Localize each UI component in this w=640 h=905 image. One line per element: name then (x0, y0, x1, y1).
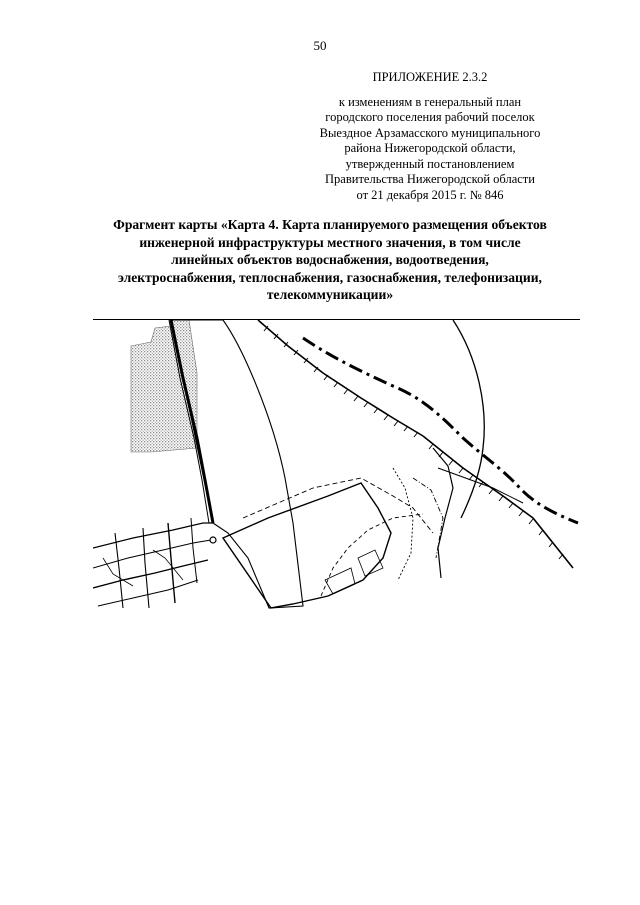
appendix-line: Выездное Арзамасского муниципального (319, 125, 541, 140)
railway-lower (423, 436, 573, 568)
map-title-line: линейных объектов водоснабжения, водоотведения, (171, 252, 489, 267)
hatched-zone (131, 320, 197, 452)
right-road (433, 448, 453, 578)
utility-dashdot (413, 478, 443, 558)
central-parcel (223, 483, 391, 608)
utility-dotted (393, 468, 413, 580)
map-fragment (93, 318, 580, 612)
map-svg (93, 318, 580, 612)
railway-ticks (264, 326, 418, 437)
map-title-line: инженерной инфраструктуры местного значения, в том числе (139, 234, 521, 250)
map-title (80, 216, 580, 304)
utility-dashed-2 (321, 514, 423, 596)
appendix-line: от 21 декабря 2015 г. № 846 (356, 187, 504, 202)
appendix-title: ПРИЛОЖЕНИЕ 2.3.2 (372, 70, 488, 84)
appendix-block (300, 70, 560, 203)
boundary-dashdot (303, 338, 578, 523)
appendix-line: района Нижегородской области, (344, 141, 516, 155)
appendix-line: городского поселения рабочий поселок (325, 110, 535, 124)
appendix-line: к изменениям в генеральный план (338, 94, 522, 109)
map-title-line: телекоммуникации» (266, 287, 394, 302)
arc-boundary (453, 320, 484, 518)
map-title-line: электроснабжения, теплоснабжения, газоснабжения, телефонизации, (118, 269, 542, 285)
map-title-line: Фрагмент карты «Карта 4. Карта планируемого размещения объектов (113, 217, 547, 232)
page-number: 50 (313, 38, 327, 53)
appendix-line: Правительства Нижегородской области (325, 172, 535, 186)
node-marker (210, 537, 216, 543)
appendix-line: утвержденный постановлением (345, 156, 515, 171)
street-grid (93, 518, 213, 608)
railway-upper (258, 320, 423, 436)
utility-dashed-1 (243, 478, 433, 533)
